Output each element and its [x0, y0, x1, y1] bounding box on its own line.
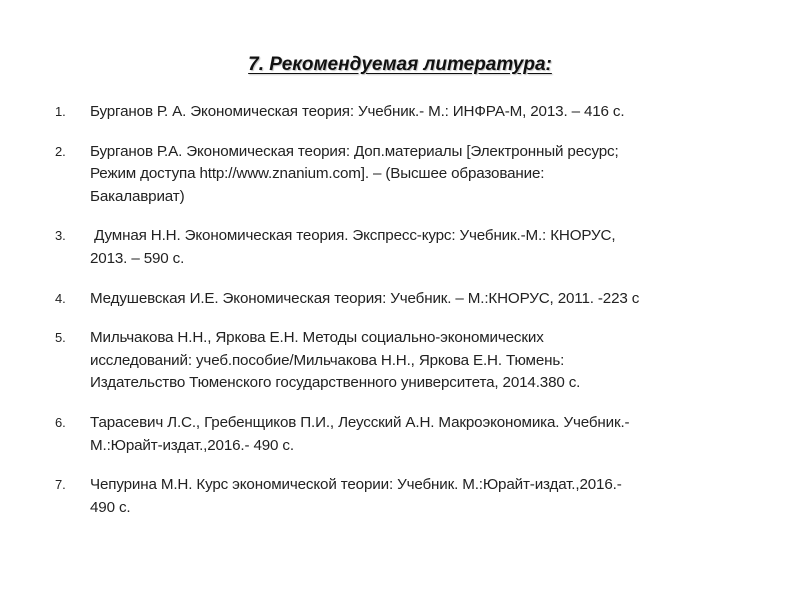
reference-item [0, 327, 800, 395]
reference-text-line: исследований: учеб.пособие/Мильчакова Н.Н., Яркова Е.Н. Тюмень: [90, 351, 565, 369]
reference-text-line: Тарасевич Л.С., Гребенщиков П.И., Леусский А.Н. Макроэкономика. Учебник.- [90, 413, 630, 431]
reference-number: 3. [55, 228, 66, 244]
reference-number: 4. [55, 290, 66, 306]
reference-text-line: 490 с. [90, 498, 131, 516]
reference-text-line: Бурганов Р.А. Экономическая теория: Доп.материалы [Электронный ресурс; [90, 142, 619, 160]
reference-item [0, 141, 800, 209]
reference-item [0, 225, 800, 270]
reference-text-line: Издательство Тюменского государственного университета, 2014.380 с. [90, 374, 581, 392]
slide-title: 7. Рекомендуемая литература: [248, 54, 552, 75]
reference-text-line: Режим доступа http://www.znanium.com]. – (Высшее образование: [90, 165, 545, 183]
reference-text-line: 2013. – 590 с. [90, 249, 185, 267]
reference-text-line: М.:Юрайт-издат.,2016.- 490 с. [90, 436, 294, 454]
reference-item [0, 474, 800, 519]
reference-item [0, 412, 800, 457]
reference-number: 7. [55, 477, 66, 493]
reference-text-line: Чепурина М.Н. Курс экономической теории: Учебник. М.:Юрайт-издат.,2016.- [90, 476, 622, 494]
reference-text-line: Бакалавриат) [90, 187, 185, 205]
reference-list [0, 101, 800, 519]
reference-text-line: Медушевская И.Е. Экономическая теория: Учебник. – М.:КНОРУС, 2011. -223 с [90, 289, 640, 307]
reference-item [0, 288, 800, 311]
reference-number: 6. [55, 414, 66, 430]
reference-number: 1. [55, 104, 66, 119]
reference-number: 5. [55, 330, 66, 346]
reference-text-line: Мильчакова Н.Н., Яркова Е.Н. Методы социально-экономических [90, 329, 544, 347]
reference-item [0, 101, 800, 124]
reference-number: 2. [55, 143, 66, 159]
reference-text-line: Думная Н.Н. Экономическая теория. Экспресс-курс: Учебник.-М.: КНОРУС, [90, 227, 616, 245]
reference-text-line: Бурганов Р. А. Экономическая теория: Учебник.- М.: ИНФРА-М, 2013. – 416 с. [90, 103, 625, 120]
